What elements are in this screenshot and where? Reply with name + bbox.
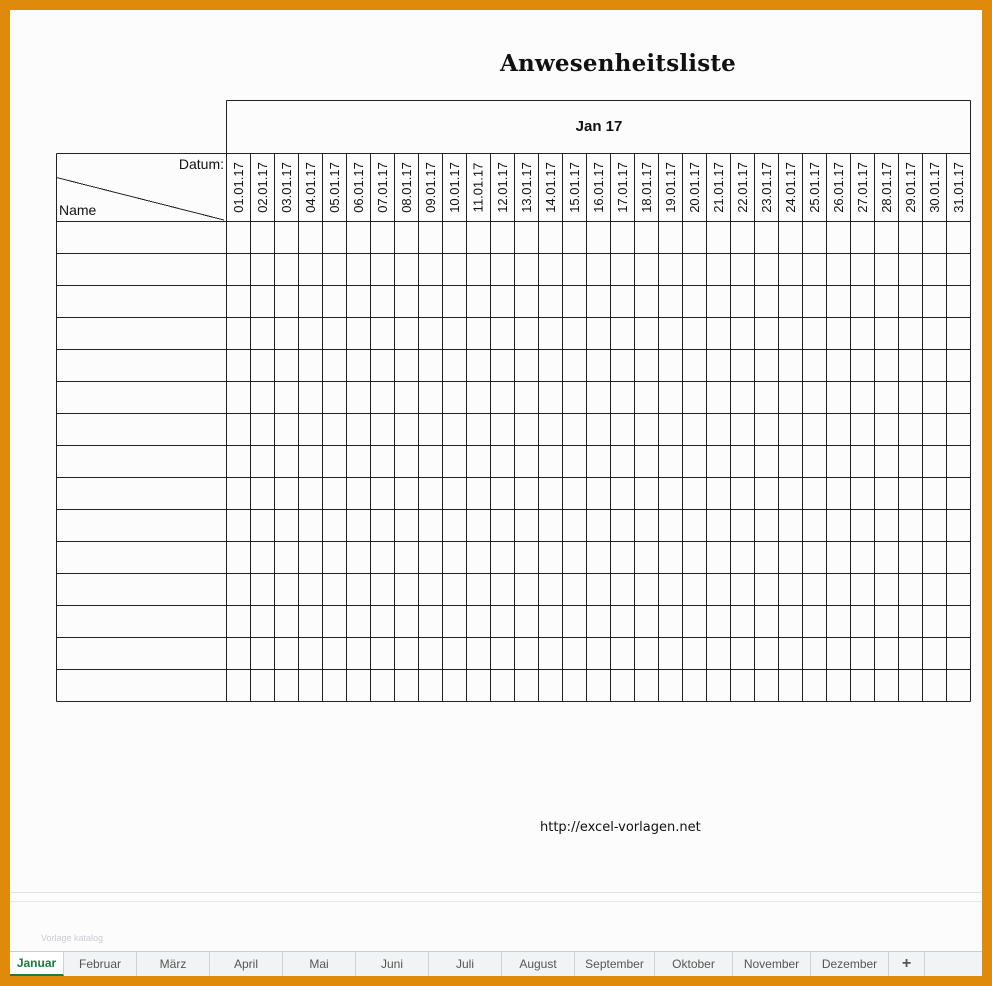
date-label: 16.01.17 (590, 161, 606, 213)
date-header-cell (658, 154, 682, 220)
date-header-cell (394, 154, 418, 220)
date-label: 29.01.17 (902, 161, 918, 213)
date-label: 09.01.17 (422, 161, 438, 213)
date-header-cell (874, 154, 898, 220)
sheet-tab-mai[interactable]: Mai (283, 952, 356, 976)
date-label: 18.01.17 (638, 161, 654, 213)
sheet-tab-bar (10, 951, 982, 976)
date-header-cell (490, 154, 514, 220)
date-label: 11.01.17 (470, 162, 486, 212)
sheet-tab-september[interactable]: September (575, 952, 655, 976)
date-header-cell (610, 154, 634, 220)
date-header-cell (514, 154, 538, 220)
sheet-tab-juni[interactable]: Juni (356, 952, 429, 976)
spreadsheet-window (10, 10, 982, 976)
date-header-cell (946, 154, 970, 220)
date-label: 07.01.17 (374, 161, 390, 213)
sheet-tab-april[interactable]: April (210, 952, 283, 976)
date-label: 19.01.17 (662, 161, 678, 213)
name-label: Name (59, 202, 97, 218)
date-label: 04.01.17 (302, 161, 318, 213)
date-header-cell (538, 154, 562, 220)
footer-url[interactable]: http://excel-vorlagen.net (540, 820, 701, 835)
sheet-bottom-border (10, 892, 982, 893)
month-header: Jan 17 (575, 118, 623, 135)
date-header-cell (418, 154, 442, 220)
sheet-tab-august[interactable]: August (502, 952, 575, 976)
date-header-cell (586, 154, 610, 220)
date-label: 23.01.17 (758, 161, 774, 213)
date-label: 03.01.17 (278, 161, 294, 213)
date-header-cell (802, 154, 826, 220)
date-header-cell (754, 154, 778, 220)
date-header-cell (898, 154, 922, 220)
date-header-cell (322, 154, 346, 220)
date-label: 31.01.17 (950, 161, 966, 213)
date-header-cell (274, 154, 298, 220)
date-label: 02.01.17 (254, 161, 270, 213)
sheet-tab-november[interactable]: November (733, 952, 811, 976)
date-header-cell (682, 154, 706, 220)
sheet-tab-januar[interactable]: Januar (10, 952, 64, 976)
sheet-tab-dezember[interactable]: Dezember (811, 952, 889, 976)
date-header-cell (466, 154, 490, 220)
date-header-cell (298, 154, 322, 220)
date-label: 27.01.17 (854, 161, 870, 213)
date-label: 17.01.17 (614, 161, 630, 213)
add-sheet-button[interactable]: + (889, 952, 925, 976)
date-header-cell (922, 154, 946, 220)
page-title: Anwesenheitsliste (499, 50, 737, 77)
date-label: 14.01.17 (542, 161, 558, 213)
date-label: 25.01.17 (806, 161, 822, 213)
sheet-tab-maerz[interactable]: März (137, 952, 210, 976)
date-label: 28.01.17 (878, 161, 894, 213)
date-header-cell (442, 154, 466, 220)
date-label: 08.01.17 (398, 161, 414, 213)
date-label: 15.01.17 (566, 161, 582, 213)
date-header-cell (850, 154, 874, 220)
date-header-cell (826, 154, 850, 220)
date-label: 12.01.17 (494, 161, 510, 213)
date-label: 10.01.17 (446, 161, 462, 213)
date-label: 06.01.17 (350, 161, 366, 213)
date-label: 21.01.17 (710, 161, 726, 213)
date-label: 24.01.17 (782, 161, 798, 213)
datum-label: Datum: (178, 156, 224, 172)
date-header-cell (706, 154, 730, 220)
sheet-tab-oktober[interactable]: Oktober (655, 952, 733, 976)
sheet-tab-juli[interactable]: Juli (429, 952, 502, 976)
date-label: 30.01.17 (926, 161, 942, 213)
date-header-cell (370, 154, 394, 220)
date-header-cell (634, 154, 658, 220)
date-label: 01.01.17 (230, 161, 246, 213)
date-label: 13.01.17 (518, 161, 534, 213)
date-header-cell (226, 154, 250, 220)
date-header-cell (250, 154, 274, 220)
watermark: Vorlage katalog (41, 933, 104, 943)
date-label: 05.01.17 (326, 161, 342, 213)
sheet-tab-februar[interactable]: Februar (64, 952, 137, 976)
date-header-cell (346, 154, 370, 220)
date-label: 26.01.17 (830, 161, 846, 213)
date-label: 20.01.17 (686, 161, 702, 213)
sheet-bottom-border-2 (10, 901, 982, 902)
date-header-cell (778, 154, 802, 220)
date-label: 22.01.17 (734, 161, 750, 213)
date-header-cell (730, 154, 754, 220)
date-header-cell (562, 154, 586, 220)
